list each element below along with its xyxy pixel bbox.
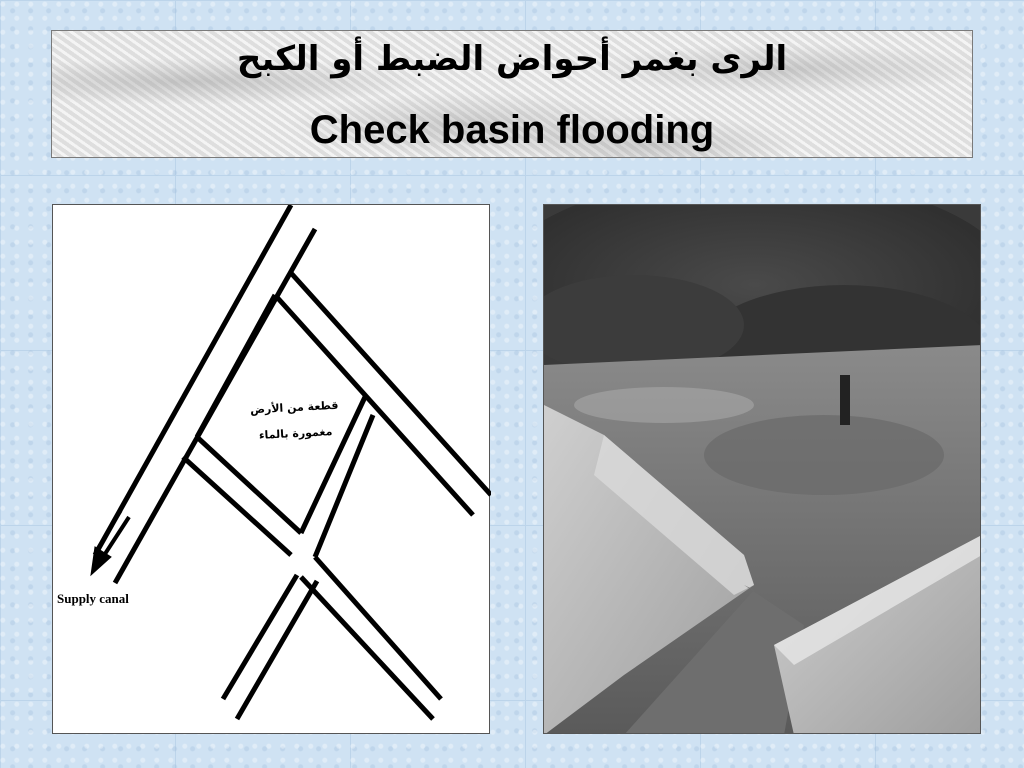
basin-label bbox=[234, 392, 357, 450]
lower-channel-bank-2 bbox=[237, 581, 317, 719]
flooded-basin-photo bbox=[543, 204, 981, 734]
basin-label-line1: قطعة من الأرض bbox=[249, 398, 339, 417]
check-basin-diagram bbox=[52, 204, 490, 734]
lower-channel-bank-4 bbox=[301, 577, 433, 719]
title-box bbox=[51, 30, 973, 158]
diagram-lines bbox=[53, 205, 491, 735]
lower-channel-bank-3 bbox=[315, 557, 441, 699]
tree-trunk bbox=[840, 375, 850, 425]
title-arabic: الرى بغمر أحواض الضبط أو الكبح bbox=[236, 39, 788, 79]
photo-illustration bbox=[544, 205, 981, 734]
supply-canal-label: Supply canal bbox=[57, 591, 129, 606]
supply-canal-left-bank bbox=[95, 205, 291, 555]
top-channel-bank-1 bbox=[291, 273, 491, 495]
basin-label-line2: مغمورة بالماء bbox=[258, 425, 333, 442]
title-english: Check basin flooding bbox=[309, 108, 715, 152]
